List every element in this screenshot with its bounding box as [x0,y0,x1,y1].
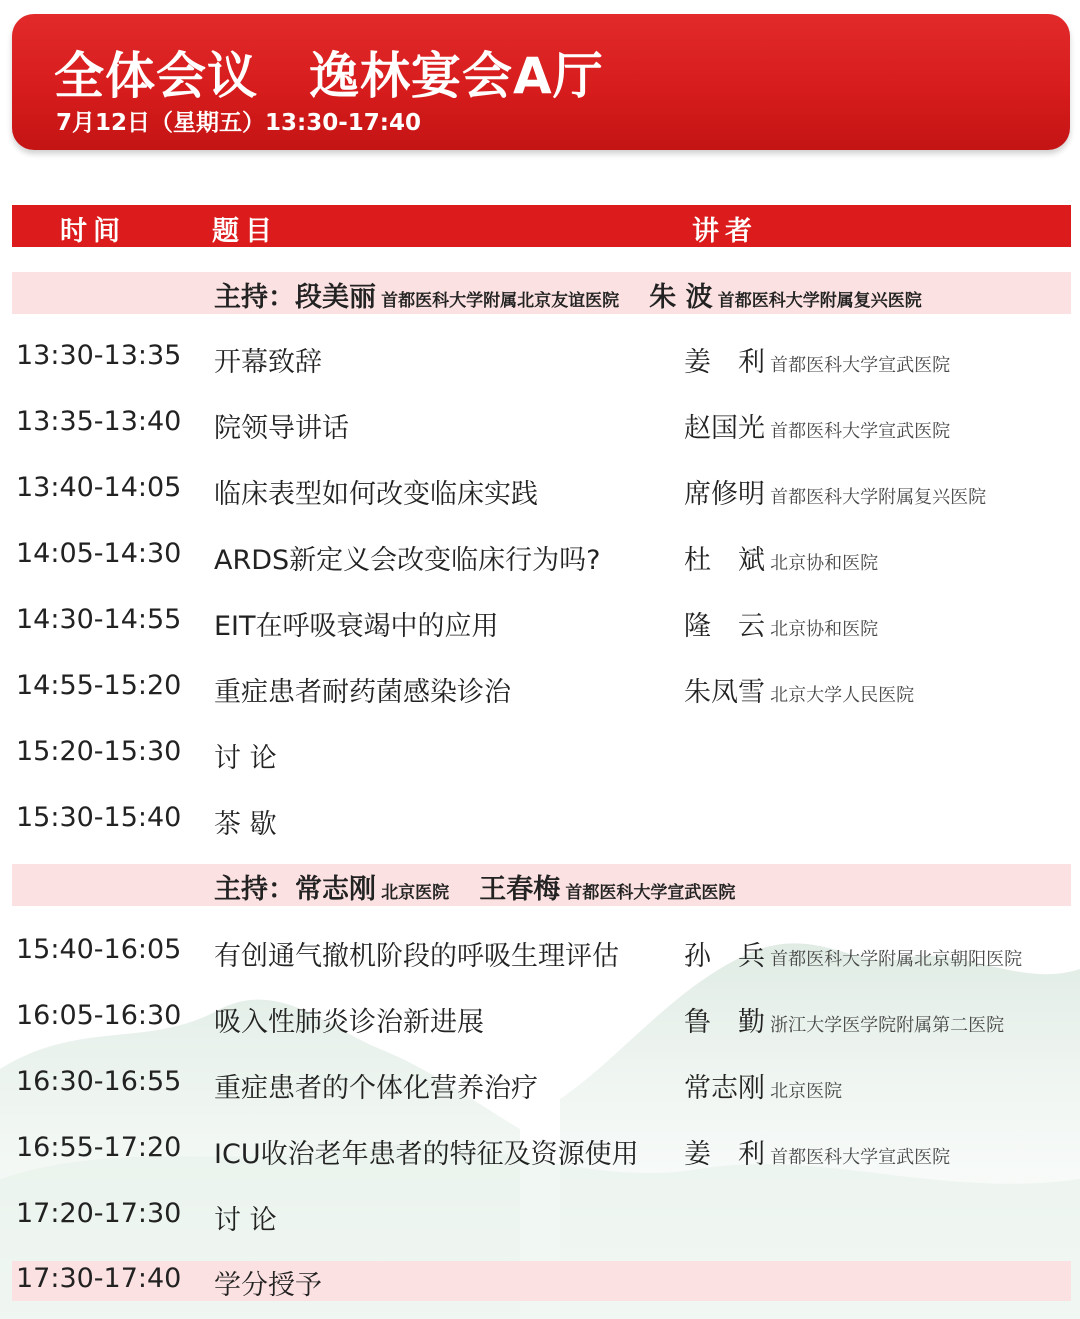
row-speaker: 朱凤雪 [684,677,765,708]
row-affiliation: 首都医科大学宣武医院 [770,421,951,442]
row-time: 16:30-16:55 [16,1066,182,1097]
row-time: 15:40-16:05 [16,934,182,965]
row-speaker: 隆 云 [684,611,765,642]
schedule-row [12,996,1071,1040]
row-topic: ICU收治老年患者的特征及资源使用 [214,1139,639,1170]
row-affiliation: 首都医科大学宣武医院 [770,1147,951,1168]
schedule-row [12,930,1071,974]
row-topic: EIT在呼吸衰竭中的应用 [214,611,499,642]
host-affiliation: 北京医院 [381,883,450,903]
schedule-row [12,798,1071,842]
schedule-row [12,600,1071,644]
host-name: 段美丽 [295,282,376,313]
row-speaker: 杜 斌 [684,545,765,576]
row-speaker: 姜 利 [684,1139,765,1170]
row-time: 16:05-16:30 [16,1000,182,1031]
schedule-row [12,666,1071,710]
host-name: 王春梅 [479,874,561,905]
schedule-row [12,468,1071,512]
session2-host-bar [12,864,1071,906]
host-label: 主持： [214,282,295,313]
row-affiliation: 浙江大学医学院附属第二医院 [770,1015,1005,1036]
column-header-speaker: 讲者 [692,216,758,247]
host-affiliation: 首都医科大学附属复兴医院 [717,291,922,311]
row-topic: 重症患者耐药菌感染诊治 [214,677,511,708]
row-time: 15:20-15:30 [16,736,182,767]
row-affiliation: 北京大学人民医院 [770,685,915,706]
row-time: 13:35-13:40 [16,406,182,437]
row-topic: 有创通气撤机阶段的呼吸生理评估 [214,941,619,972]
row-topic: 开幕致辞 [214,347,322,378]
row-speaker: 姜 利 [684,347,765,378]
row-time: 14:05-14:30 [16,538,182,569]
row-time: 14:30-14:55 [16,604,182,635]
row-time: 15:30-15:40 [16,802,182,833]
schedule-row [12,336,1071,380]
session-title: 全体会议 逸林宴会A厅 [54,47,604,105]
row-affiliation: 北京协和医院 [770,553,879,574]
row-topic: 重症患者的个体化营养治疗 [214,1073,538,1104]
host-label: 主持： [214,874,295,905]
schedule-table-header [12,205,1071,247]
schedule-row [12,1194,1071,1238]
row-speaker: 赵国光 [684,413,765,444]
schedule-row [12,1261,1071,1301]
row-time: 17:20-17:30 [16,1198,182,1229]
row-topic: 讨 论 [214,743,277,774]
row-topic: 临床表型如何改变临床实践 [214,479,538,510]
row-topic: 茶 歇 [214,809,277,840]
row-speaker: 孙 兵 [684,941,765,972]
column-header-time: 时间 [60,216,126,247]
schedule-row [12,1128,1071,1172]
row-topic: 学分授予 [214,1270,322,1301]
row-affiliation: 首都医科大学宣武医院 [770,355,951,376]
session1-host-bar [12,272,1071,314]
row-topic: 吸入性肺炎诊治新进展 [214,1007,484,1038]
session-banner [12,14,1070,150]
row-time: 13:30-13:35 [16,340,182,371]
row-affiliation: 北京医院 [770,1081,843,1102]
host-affiliation: 首都医科大学宣武医院 [565,883,736,903]
row-affiliation: 首都医科大学附属北京朝阳医院 [770,949,1023,970]
schedule-row [12,534,1071,578]
row-speaker: 鲁 勤 [684,1007,765,1038]
row-affiliation: 北京协和医院 [770,619,879,640]
host-name: 常志刚 [295,874,376,905]
row-time: 17:30-17:40 [16,1263,182,1294]
row-time: 16:55-17:20 [16,1132,182,1163]
row-topic: 院领导讲话 [214,413,349,444]
row-speaker: 席修明 [684,479,765,510]
host-name: 朱 波 [649,282,713,313]
schedule-row [12,732,1071,776]
row-topic: ARDS新定义会改变临床行为吗? [214,545,601,576]
schedule-row [12,402,1071,446]
schedule-row [12,1062,1071,1106]
host-affiliation: 首都医科大学附属北京友谊医院 [381,291,620,311]
row-time: 14:55-15:20 [16,670,182,701]
row-speaker: 常志刚 [684,1073,765,1104]
row-topic: 讨 论 [214,1205,277,1236]
row-time: 13:40-14:05 [16,472,182,503]
column-header-topic: 题目 [212,216,278,247]
session-datetime: 7月12日（星期五）13:30-17:40 [56,110,421,136]
row-affiliation: 首都医科大学附属复兴医院 [770,487,987,508]
